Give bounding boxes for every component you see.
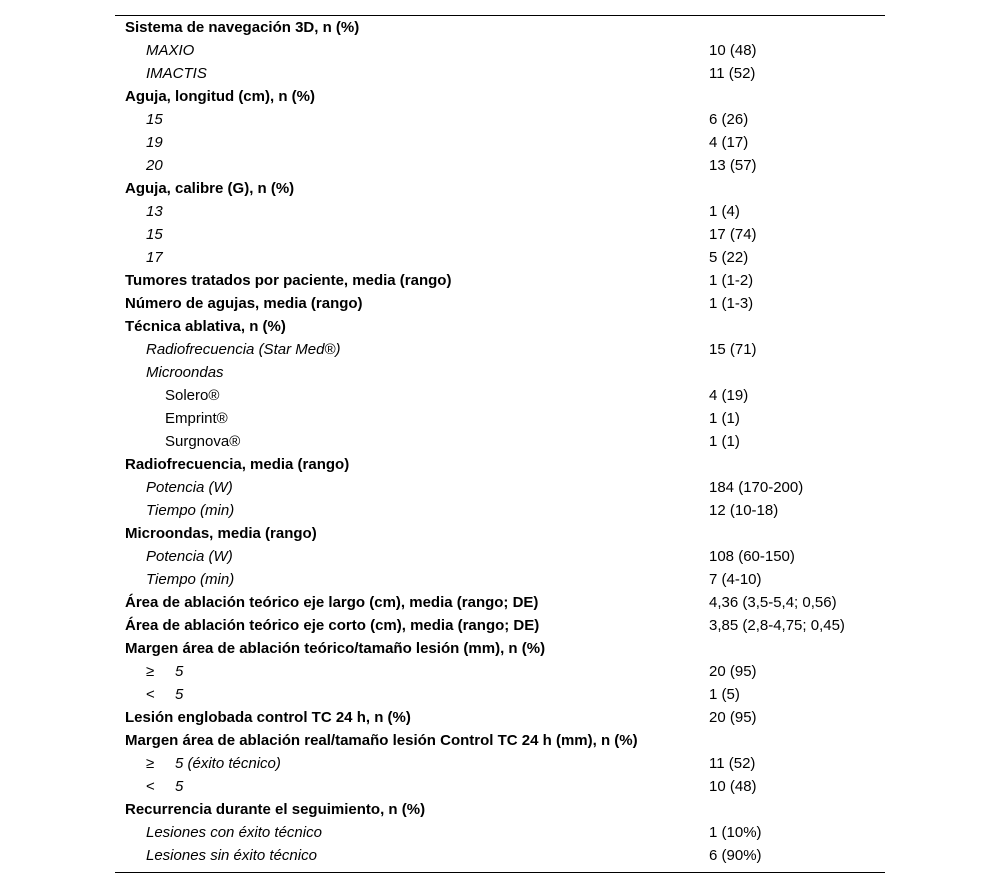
table-row bbox=[125, 407, 885, 430]
table-row bbox=[125, 154, 885, 177]
row-label: Tiempo (min) bbox=[146, 502, 235, 519]
results-table bbox=[125, 16, 885, 867]
row-label: 15 bbox=[146, 226, 163, 243]
table-section-row bbox=[125, 16, 885, 39]
row-value: 6 (26) bbox=[709, 111, 749, 128]
row-value: 11 (52) bbox=[709, 65, 756, 82]
table-section-row bbox=[125, 706, 885, 729]
table-section-row bbox=[125, 729, 885, 752]
row-label: Margen área de ablación teórico/tamaño lesión (mm), n (%) bbox=[125, 640, 546, 657]
table-row bbox=[125, 752, 885, 775]
row-label: Potencia (W) bbox=[146, 548, 233, 565]
table-row bbox=[125, 476, 885, 499]
row-value: 1 (1) bbox=[709, 410, 740, 427]
row-label: Aguja, calibre (G), n (%) bbox=[125, 180, 295, 197]
row-value: 12 (10-18) bbox=[709, 502, 779, 519]
row-label: Tiempo (min) bbox=[146, 571, 235, 588]
row-value: 11 (52) bbox=[709, 755, 756, 772]
table-section-row bbox=[125, 453, 885, 476]
row-value: 20 (95) bbox=[709, 663, 757, 680]
row-label: Recurrencia durante el seguimiento, n (%) bbox=[125, 801, 426, 818]
row-label bbox=[146, 660, 183, 683]
row-label: 15 bbox=[146, 111, 163, 128]
row-label: Surgnova® bbox=[165, 433, 241, 450]
row-label: Técnica ablativa, n (%) bbox=[125, 318, 286, 335]
table-row bbox=[125, 62, 885, 85]
row-label bbox=[146, 683, 183, 706]
row-value: 1 (1) bbox=[709, 433, 740, 450]
table-section-row bbox=[125, 798, 885, 821]
table-row bbox=[125, 821, 885, 844]
comparison-symbol: ≥ bbox=[146, 663, 155, 680]
table-row bbox=[125, 131, 885, 154]
table-section-row bbox=[125, 614, 885, 637]
row-value: 1 (4) bbox=[709, 203, 740, 220]
row-label: Lesiones sin éxito técnico bbox=[146, 847, 317, 864]
row-value: 10 (48) bbox=[709, 42, 757, 59]
row-value: 7 (4-10) bbox=[709, 571, 762, 588]
row-value: 3,85 (2,8-4,75; 0,45) bbox=[709, 617, 845, 634]
row-label: Radiofrecuencia (Star Med®) bbox=[146, 341, 341, 358]
comparison-symbol: < bbox=[146, 778, 155, 795]
row-label: Emprint® bbox=[165, 410, 228, 427]
row-value: 13 (57) bbox=[709, 157, 757, 174]
table-row bbox=[125, 844, 885, 867]
row-label bbox=[146, 775, 183, 798]
row-label: 13 bbox=[146, 203, 163, 220]
table-section-row bbox=[125, 522, 885, 545]
row-value: 17 (74) bbox=[709, 226, 757, 243]
row-value: 6 (90%) bbox=[709, 847, 762, 864]
table-section-row bbox=[125, 177, 885, 200]
row-value: 4,36 (3,5-5,4; 0,56) bbox=[709, 594, 837, 611]
row-label: 20 bbox=[146, 157, 163, 174]
row-value: 108 (60-150) bbox=[709, 548, 795, 565]
row-value: 15 (71) bbox=[709, 341, 757, 358]
table-row bbox=[125, 39, 885, 62]
row-value: 4 (17) bbox=[709, 134, 749, 151]
table-row bbox=[125, 200, 885, 223]
row-label: Solero® bbox=[165, 387, 220, 404]
row-label-text: 5 bbox=[175, 663, 184, 680]
row-label: Sistema de navegación 3D, n (%) bbox=[125, 19, 360, 36]
table-row bbox=[125, 545, 885, 568]
row-value: 10 (48) bbox=[709, 778, 757, 795]
row-value: 184 (170-200) bbox=[709, 479, 804, 496]
row-label: 19 bbox=[146, 134, 163, 151]
row-label: Aguja, longitud (cm), n (%) bbox=[125, 88, 315, 105]
row-label bbox=[146, 752, 281, 775]
table-row bbox=[125, 108, 885, 131]
row-value: 4 (19) bbox=[709, 387, 749, 404]
table-row bbox=[125, 660, 885, 683]
row-label: Margen área de ablación real/tamaño lesión Control TC 24 h (mm), n (%) bbox=[125, 732, 638, 749]
table-section-row bbox=[125, 315, 885, 338]
row-label: Microondas, media (rango) bbox=[125, 525, 317, 542]
table-row bbox=[125, 775, 885, 798]
comparison-symbol: ≥ bbox=[146, 755, 155, 772]
row-label: Número de agujas, media (rango) bbox=[125, 295, 363, 312]
row-label-text: 5 bbox=[175, 778, 184, 795]
table-section-row bbox=[125, 85, 885, 108]
row-value: 20 (95) bbox=[709, 709, 757, 726]
table-row bbox=[125, 246, 885, 269]
table-row bbox=[125, 361, 885, 384]
table-section-row bbox=[125, 292, 885, 315]
row-label: 17 bbox=[146, 249, 163, 266]
table-row bbox=[125, 683, 885, 706]
row-label: Lesión englobada control TC 24 h, n (%) bbox=[125, 709, 411, 726]
row-label: Área de ablación teórico eje corto (cm), media (rango; DE) bbox=[125, 617, 540, 634]
table-section-row bbox=[125, 637, 885, 660]
table-section-row bbox=[125, 269, 885, 292]
table-row bbox=[125, 384, 885, 407]
row-label: Tumores tratados por paciente, media (rango) bbox=[125, 272, 452, 289]
table-bottom-rule bbox=[115, 872, 885, 873]
table-row bbox=[125, 499, 885, 522]
row-value: 1 (1-3) bbox=[709, 295, 754, 312]
row-label: Potencia (W) bbox=[146, 479, 233, 496]
table-row bbox=[125, 338, 885, 361]
row-label: Lesiones con éxito técnico bbox=[146, 824, 322, 841]
table-row bbox=[125, 223, 885, 246]
table-section-row bbox=[125, 591, 885, 614]
table-row bbox=[125, 430, 885, 453]
row-label: Área de ablación teórico eje largo (cm), media (rango; DE) bbox=[125, 594, 539, 611]
row-label: IMACTIS bbox=[146, 65, 207, 82]
row-value: 1 (10%) bbox=[709, 824, 762, 841]
row-value: 1 (1-2) bbox=[709, 272, 754, 289]
row-label: MAXIO bbox=[146, 42, 195, 59]
row-label: Microondas bbox=[146, 364, 224, 381]
row-value: 5 (22) bbox=[709, 249, 749, 266]
row-label-text: 5 (éxito técnico) bbox=[175, 755, 281, 772]
comparison-symbol: < bbox=[146, 686, 155, 703]
table-row bbox=[125, 568, 885, 591]
row-label: Radiofrecuencia, media (rango) bbox=[125, 456, 350, 473]
row-label-text: 5 bbox=[175, 686, 184, 703]
row-value: 1 (5) bbox=[709, 686, 740, 703]
